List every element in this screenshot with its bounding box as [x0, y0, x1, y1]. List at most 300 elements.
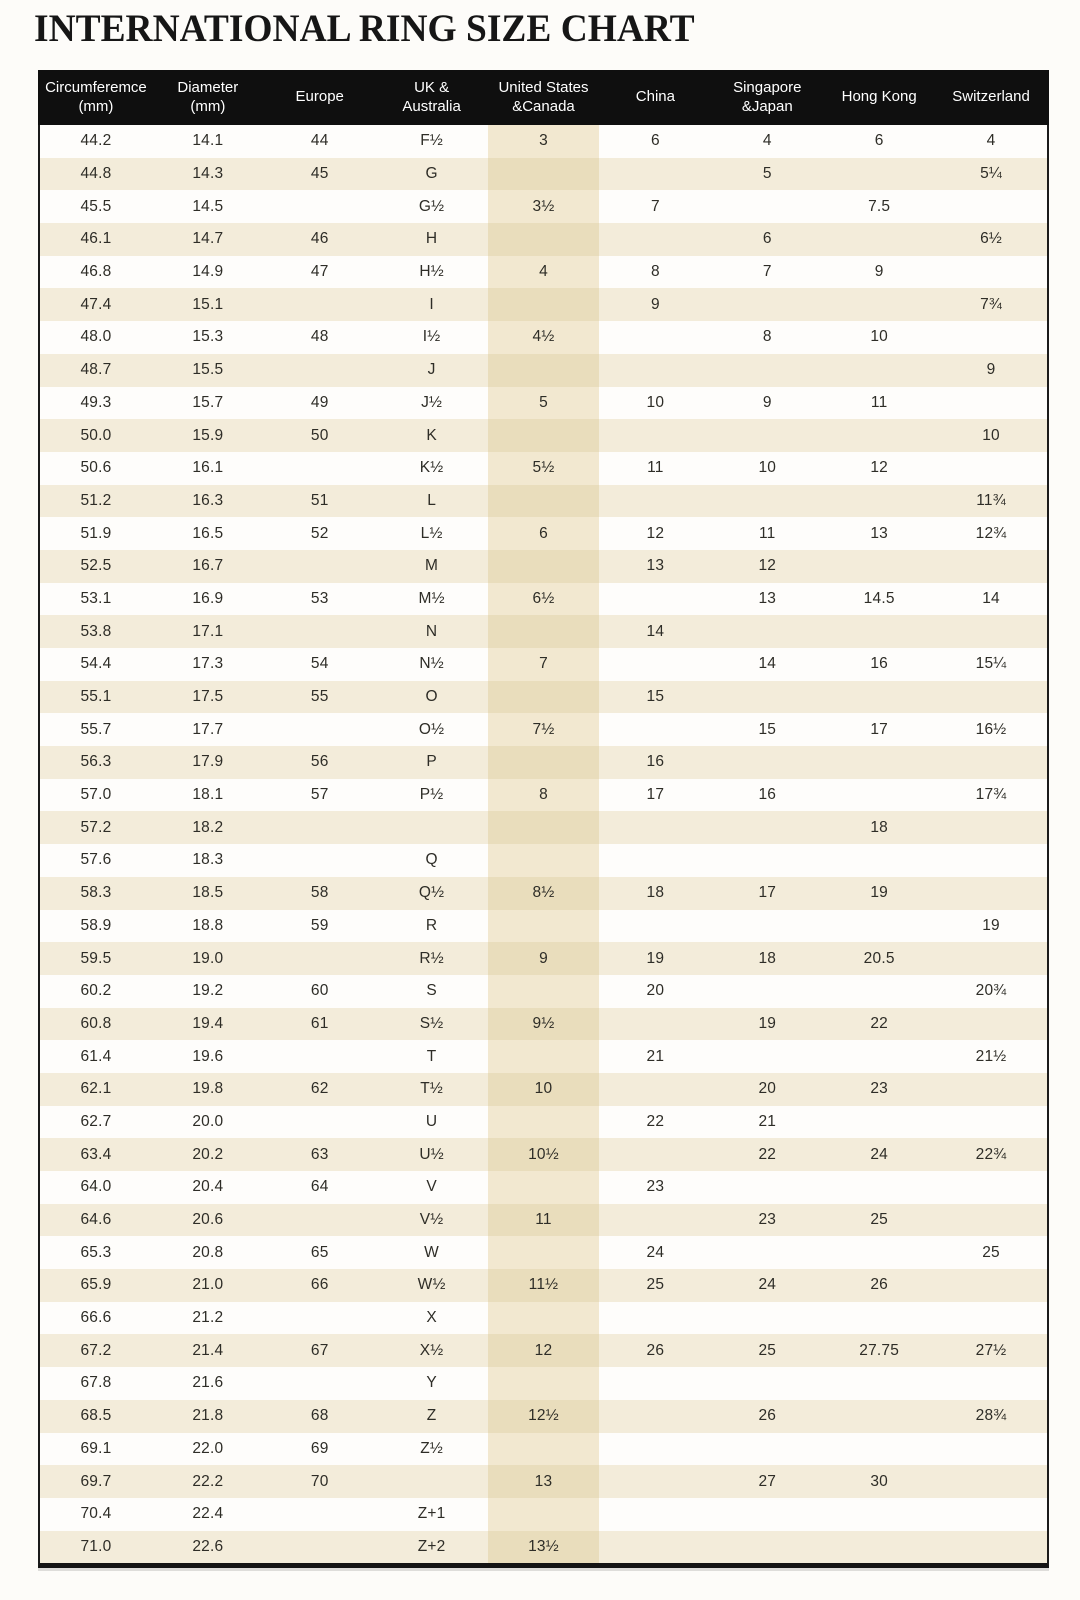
table-cell: 18	[758, 949, 777, 967]
table-row	[40, 1204, 1047, 1237]
table-cell: 14	[982, 589, 1000, 607]
table-cell	[935, 1367, 1047, 1400]
table-cell: 9	[650, 295, 660, 313]
table-cell	[264, 615, 376, 648]
table-cell	[264, 288, 376, 321]
table-cell	[264, 811, 376, 844]
table-cell: 20.2	[192, 1145, 224, 1163]
table-cell: 63.4	[80, 1145, 112, 1163]
table-cell	[599, 1073, 711, 1106]
table-cell: 17.1	[192, 622, 224, 640]
table-cell: 30	[870, 1472, 888, 1490]
table-cell: 9½	[488, 1008, 600, 1041]
table-cell	[264, 1498, 376, 1531]
table-cell	[711, 419, 823, 452]
table-cell: R½	[419, 949, 444, 967]
table-cell	[264, 452, 376, 485]
table-cell: 16	[758, 786, 777, 804]
table-cell	[711, 975, 823, 1008]
table-cell: 20¾	[975, 982, 1007, 1000]
table-row	[40, 1498, 1047, 1531]
table-cell	[711, 354, 823, 387]
table-cell: 7	[488, 648, 600, 681]
table-cell	[599, 354, 711, 387]
table-cell: 64.6	[80, 1211, 112, 1229]
table-cell: 3	[488, 125, 600, 158]
table-cell	[935, 746, 1047, 779]
table-cell: 10	[488, 1073, 600, 1106]
table-cell	[823, 779, 935, 812]
table-cell	[599, 844, 711, 877]
table-cell	[935, 321, 1047, 354]
column-header-7: Singapore &Japan	[733, 78, 802, 115]
table-row	[40, 190, 1047, 223]
table-cell	[823, 485, 935, 518]
table-cell: 18	[646, 884, 665, 902]
table-cell: 16.9	[192, 589, 224, 607]
table-row	[40, 811, 1047, 844]
table-cell: 25	[870, 1211, 888, 1229]
table-cell	[264, 942, 376, 975]
table-cell: Z+2	[417, 1537, 446, 1555]
table-cell	[264, 354, 376, 387]
table-row	[40, 681, 1047, 714]
table-cell: 52.5	[80, 557, 112, 575]
table-cell: 67.2	[80, 1341, 112, 1359]
table-cell	[599, 223, 711, 256]
table-cell: 5¼	[980, 165, 1003, 183]
table-row	[40, 877, 1047, 910]
table-cell: 26	[870, 1276, 888, 1294]
table-cell: M½	[418, 589, 445, 607]
table-cell: 22	[758, 1145, 777, 1163]
table-cell	[599, 1008, 711, 1041]
table-cell: 60	[310, 982, 329, 1000]
table-cell: 21.0	[192, 1276, 224, 1294]
table-cell	[823, 419, 935, 452]
table-cell: 11	[759, 524, 776, 542]
table-cell: 12	[646, 524, 665, 542]
table-cell	[711, 288, 823, 321]
table-cell: 3½	[488, 190, 600, 223]
table-cell	[599, 1138, 711, 1171]
table-cell: 12¾	[975, 524, 1007, 542]
table-cell: 17.3	[192, 655, 224, 673]
table-cell	[599, 1531, 711, 1564]
column-header-1: Circumferemce (mm)	[45, 78, 147, 115]
table-cell	[488, 158, 600, 191]
table-cell: 67	[310, 1341, 329, 1359]
table-cell: 48.0	[80, 328, 112, 346]
table-cell: 47	[310, 263, 329, 281]
table-cell: 27.75	[859, 1341, 900, 1359]
table-cell: 6½	[488, 583, 600, 616]
table-cell: 23	[646, 1178, 665, 1196]
table-cell: 65.3	[80, 1243, 112, 1261]
table-cell: 9	[762, 393, 772, 411]
table-cell	[264, 1531, 376, 1564]
table-cell	[488, 223, 600, 256]
table-cell: 64.0	[80, 1178, 112, 1196]
table-cell: S½	[419, 1014, 444, 1032]
table-cell	[488, 1367, 600, 1400]
table-cell: Z+1	[417, 1505, 446, 1523]
table-row	[40, 583, 1047, 616]
table-cell: 16.1	[192, 459, 224, 477]
table-cell: 66	[310, 1276, 329, 1294]
table-row	[40, 648, 1047, 681]
table-cell: U½	[419, 1145, 444, 1163]
table-cell: 6½	[980, 230, 1003, 248]
table-row	[40, 387, 1047, 420]
table-cell: 21.6	[192, 1374, 224, 1392]
table-cell: 66.6	[80, 1309, 112, 1327]
table-cell: 13	[870, 524, 888, 542]
table-cell	[711, 1236, 823, 1269]
table-cell	[488, 1236, 600, 1269]
table-row	[40, 485, 1047, 518]
table-cell	[935, 1498, 1047, 1531]
table-cell: 9	[874, 263, 884, 281]
table-cell: 21.4	[192, 1341, 224, 1359]
table-cell: 44	[310, 132, 329, 150]
table-cell: 44.2	[80, 132, 112, 150]
table-row	[40, 419, 1047, 452]
table-cell: 55.1	[80, 688, 112, 706]
table-cell: 67.8	[80, 1374, 112, 1392]
table-cell: 15	[646, 688, 665, 706]
table-cell: 22.4	[192, 1505, 224, 1523]
table-row	[40, 1334, 1047, 1367]
table-cell	[823, 681, 935, 714]
table-cell	[488, 1498, 600, 1531]
table-header-row	[38, 70, 1049, 125]
table-cell	[599, 648, 711, 681]
table-cell: 61.4	[80, 1047, 112, 1065]
table-cell	[264, 713, 376, 746]
table-cell	[711, 1040, 823, 1073]
table-cell: 59	[310, 916, 329, 934]
table-cell: 49	[310, 393, 329, 411]
column-header-3: Europe	[295, 88, 344, 106]
table-cell	[264, 844, 376, 877]
table-cell: 51.9	[80, 524, 112, 542]
table-row	[40, 550, 1047, 583]
table-cell: 61	[310, 1014, 329, 1032]
table-cell: 11	[870, 393, 888, 411]
table-row	[40, 1367, 1047, 1400]
table-cell: 22.6	[192, 1537, 224, 1555]
table-cell: 10	[758, 459, 777, 477]
table-cell: 13	[758, 589, 777, 607]
table-cell: 51	[310, 491, 329, 509]
table-cell: H½	[419, 263, 444, 281]
table-cell: 9	[488, 942, 600, 975]
table-cell	[823, 223, 935, 256]
table-cell: 10	[646, 393, 665, 411]
table-cell: 17	[646, 786, 665, 804]
table-cell: 48.7	[80, 361, 112, 379]
table-cell: H	[425, 230, 438, 248]
table-cell	[823, 746, 935, 779]
table-cell: 9	[986, 361, 996, 379]
table-cell: 8	[488, 779, 600, 812]
table-cell: 24	[646, 1243, 665, 1261]
table-cell: X½	[419, 1341, 444, 1359]
table-cell: 12	[870, 459, 888, 477]
table-cell: Z½	[420, 1439, 443, 1457]
table-cell: 10½	[488, 1138, 600, 1171]
table-cell	[823, 975, 935, 1008]
table-cell	[935, 1171, 1047, 1204]
table-cell: 20.4	[192, 1178, 224, 1196]
table-cell: 54.4	[80, 655, 112, 673]
table-cell: 23	[870, 1080, 888, 1098]
table-cell: 58.3	[80, 884, 112, 902]
table-cell	[264, 1204, 376, 1237]
table-cell	[935, 387, 1047, 420]
table-cell: 4½	[488, 321, 600, 354]
table-cell	[488, 615, 600, 648]
table-cell	[488, 844, 600, 877]
table-cell	[823, 910, 935, 943]
table-cell: Q½	[418, 884, 445, 902]
table-cell	[488, 811, 600, 844]
table-cell: 65.9	[80, 1276, 112, 1294]
table-cell: J½	[421, 393, 443, 411]
column-header-2: Diameter (mm)	[177, 78, 239, 115]
table-cell: 12	[758, 557, 777, 575]
table-cell: 22.0	[192, 1439, 224, 1457]
table-cell: 17	[870, 720, 888, 738]
table-cell: 16.3	[192, 491, 224, 509]
table-cell: 4	[986, 132, 996, 150]
table-cell: 18.5	[192, 884, 224, 902]
table-cell	[488, 975, 600, 1008]
table-cell: 63	[310, 1145, 329, 1163]
table-cell: 59.5	[80, 949, 112, 967]
table-cell: 14.3	[192, 165, 224, 183]
table-row	[40, 1138, 1047, 1171]
table-cell	[488, 550, 600, 583]
table-cell	[488, 681, 600, 714]
table-cell: 62	[310, 1080, 329, 1098]
table-cell	[599, 1465, 711, 1498]
table-cell: 17.5	[192, 688, 224, 706]
table-cell: P½	[419, 786, 444, 804]
table-cell	[376, 811, 488, 844]
column-header-5: United States &Canada	[498, 78, 589, 115]
table-cell: 6	[874, 132, 884, 150]
table-cell: 7	[650, 197, 660, 215]
table-cell: 20	[646, 982, 665, 1000]
table-cell: 60.2	[80, 982, 112, 1000]
table-cell: 46.1	[80, 230, 112, 248]
table-cell: W½	[417, 1276, 446, 1294]
table-cell	[599, 1367, 711, 1400]
table-row	[40, 942, 1047, 975]
table-cell: 14.5	[192, 197, 224, 215]
table-cell	[264, 1302, 376, 1335]
table-cell	[711, 1302, 823, 1335]
table-row	[40, 844, 1047, 877]
table-cell: 50.0	[80, 426, 112, 444]
table-row	[40, 1400, 1047, 1433]
table-cell: 60.8	[80, 1014, 112, 1032]
table-cell: W	[424, 1243, 440, 1261]
table-cell	[711, 1433, 823, 1466]
table-cell: 16½	[975, 720, 1007, 738]
table-cell	[935, 1204, 1047, 1237]
table-row	[40, 713, 1047, 746]
table-row	[40, 1236, 1047, 1269]
table-row	[40, 975, 1047, 1008]
table-cell	[823, 1433, 935, 1466]
table-cell	[599, 1400, 711, 1433]
table-cell: N	[425, 622, 438, 640]
table-cell: 45.5	[80, 197, 112, 215]
table-cell	[599, 1204, 711, 1237]
table-cell: 19.8	[192, 1080, 224, 1098]
table-cell	[823, 550, 935, 583]
table-row	[40, 1433, 1047, 1466]
table-cell: 25	[758, 1341, 777, 1359]
table-cell: 7.5	[868, 197, 891, 215]
table-cell: L	[427, 491, 437, 509]
table-cell	[823, 1531, 935, 1564]
table-cell: R	[425, 916, 438, 934]
table-cell: 17	[758, 884, 777, 902]
table-cell	[823, 1367, 935, 1400]
table-cell: 50.6	[80, 459, 112, 477]
table-cell	[935, 1433, 1047, 1466]
table-cell	[488, 910, 600, 943]
table-row	[40, 321, 1047, 354]
table-cell	[711, 746, 823, 779]
table-cell: 14.1	[192, 132, 224, 150]
table-body	[40, 125, 1047, 1563]
table-cell: N½	[419, 655, 444, 673]
table-cell: 12½	[488, 1400, 600, 1433]
table-cell: S	[426, 982, 437, 1000]
table-cell: 22.2	[192, 1472, 224, 1490]
table-cell: 8	[650, 263, 660, 281]
table-cell: 6	[762, 230, 772, 248]
table-cell: 57.0	[80, 786, 112, 804]
table-cell	[264, 550, 376, 583]
table-row	[40, 1302, 1047, 1335]
table-cell: 14	[646, 622, 665, 640]
table-cell	[599, 1433, 711, 1466]
table-cell	[823, 1040, 935, 1073]
table-cell: 56	[310, 753, 329, 771]
table-cell: 20.8	[192, 1243, 224, 1261]
page-title: INTERNATIONAL RING SIZE CHART	[34, 7, 695, 50]
table-cell: 17.7	[192, 720, 224, 738]
table-cell: 13	[488, 1465, 600, 1498]
table-cell: 48	[310, 328, 329, 346]
table-cell: 55.7	[80, 720, 112, 738]
ring-size-table	[38, 70, 1049, 1568]
table-cell: 56.3	[80, 753, 112, 771]
table-cell: 20.5	[863, 949, 895, 967]
table-cell: T	[426, 1047, 437, 1065]
table-cell: 26	[646, 1341, 665, 1359]
table-cell	[488, 1040, 600, 1073]
table-cell	[711, 910, 823, 943]
table-cell: 19.0	[192, 949, 224, 967]
table-cell: 65	[310, 1243, 329, 1261]
table-cell: 46.8	[80, 263, 112, 281]
table-cell: 16.5	[192, 524, 224, 542]
table-cell: O½	[418, 720, 445, 738]
table-cell: 22¾	[975, 1145, 1007, 1163]
table-cell	[935, 1008, 1047, 1041]
table-cell	[599, 1302, 711, 1335]
table-cell: 25	[646, 1276, 665, 1294]
table-cell	[488, 1171, 600, 1204]
table-cell	[488, 419, 600, 452]
table-cell: 6	[488, 517, 600, 550]
table-cell: 53.1	[80, 589, 112, 607]
table-cell: Y	[426, 1374, 437, 1392]
column-header-4: UK & Australia	[402, 78, 461, 115]
table-cell	[935, 811, 1047, 844]
table-cell	[935, 1073, 1047, 1106]
table-cell: 70.4	[80, 1505, 112, 1523]
table-cell: 11¾	[976, 491, 1006, 509]
table-cell	[599, 1498, 711, 1531]
table-row	[40, 288, 1047, 321]
table-cell	[599, 910, 711, 943]
table-cell: 69.7	[80, 1472, 112, 1490]
table-cell: K½	[419, 459, 444, 477]
table-cell: 21.8	[192, 1407, 224, 1425]
table-row	[40, 256, 1047, 289]
table-row	[40, 1171, 1047, 1204]
column-header-9: Switzerland	[952, 88, 1030, 106]
table-cell	[823, 288, 935, 321]
table-cell: 19	[982, 916, 1000, 934]
table-cell: 50	[310, 426, 329, 444]
table-cell: 7	[762, 263, 772, 281]
table-row	[40, 910, 1047, 943]
table-cell: 57.2	[80, 818, 112, 836]
table-cell: 7½	[488, 713, 600, 746]
table-cell	[264, 190, 376, 223]
table-cell	[488, 354, 600, 387]
table-cell: L½	[420, 524, 443, 542]
table-cell: 44.8	[80, 165, 112, 183]
table-row	[40, 223, 1047, 256]
table-cell	[823, 1400, 935, 1433]
table-cell: 5	[488, 387, 600, 420]
table-cell: 26	[758, 1407, 777, 1425]
table-cell: 64	[310, 1178, 329, 1196]
table-cell: 10	[982, 426, 1000, 444]
table-cell: 13½	[488, 1531, 600, 1564]
column-header-6: China	[635, 88, 675, 106]
table-row	[40, 158, 1047, 191]
table-cell	[711, 681, 823, 714]
table-row	[40, 1106, 1047, 1139]
table-cell	[823, 1236, 935, 1269]
table-cell	[711, 1531, 823, 1564]
table-row	[40, 1073, 1047, 1106]
table-cell	[935, 844, 1047, 877]
table-cell: 22	[646, 1112, 665, 1130]
table-cell: 8½	[488, 877, 600, 910]
